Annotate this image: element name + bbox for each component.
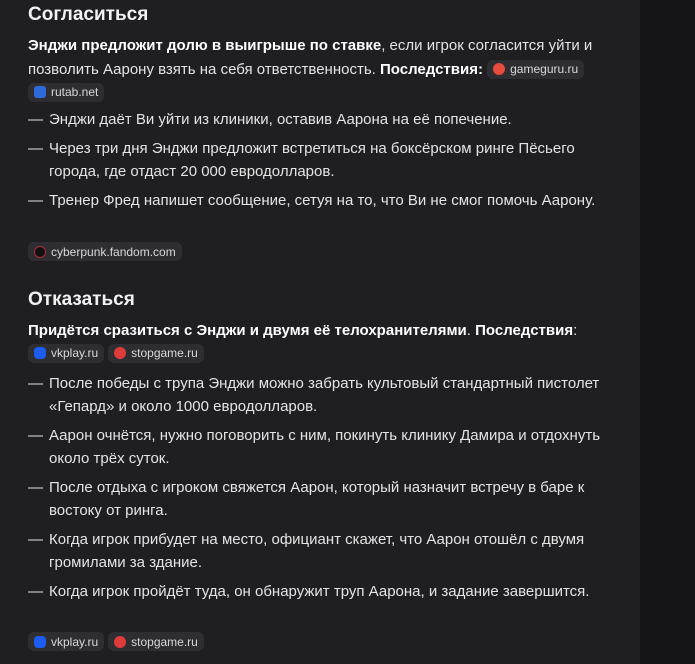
source-chip-stopgame[interactable] (108, 344, 204, 363)
sources-row-agree (28, 243, 186, 262)
vkplay-icon (34, 636, 46, 648)
fandom-icon (34, 246, 46, 258)
source-chip-vkplay[interactable] (28, 632, 104, 651)
source-chip-label: stopgame.ru (131, 634, 198, 649)
section-title-refuse: Отказаться (28, 289, 135, 310)
source-chip-label: cyberpunk.fandom.com (51, 244, 176, 259)
source-chip-vkplay[interactable] (28, 344, 104, 363)
list-item: — Через три дня Энджи предложит встретиться на боксёрском ринге Пёсьего города, где отдаст 20 000 евродолларов. (28, 140, 575, 180)
list-item: — Энджи даёт Ви уйти из клиники, оставив Аарона на её попечение. (28, 111, 512, 128)
list-item: — После отдыха с игроком свяжется Аарон, который назначит встречу в баре к востоку от ринга. (28, 479, 585, 519)
section-title-agree: Согласиться (28, 4, 149, 25)
consequences-list-refuse (28, 372, 628, 603)
gameguru-icon (493, 63, 505, 75)
list-item: — Когда игрок прибудет на место, официант скажет, что Аарон отошёл с двумя громилами за здание. (28, 531, 585, 571)
source-chip-gameguru[interactable] (487, 60, 584, 79)
intro-bold: Энджи предложит долю в выигрыше по ставке (28, 37, 382, 54)
source-chip-label: rutab.net (51, 85, 99, 100)
rutab-icon (34, 86, 46, 98)
source-chip-label: vkplay.ru (51, 634, 99, 649)
source-chip-label: vkplay.ru (51, 346, 99, 361)
stopgame-icon (114, 347, 126, 359)
source-chip-stopgame[interactable] (108, 632, 204, 651)
source-chip-rutab[interactable] (28, 83, 104, 102)
sources-row-refuse (28, 633, 208, 652)
consequences-label: Последствия: (379, 61, 483, 78)
section-intro-refuse: Придётся сразиться с Энджи и двумя её телохранителями. Последствия: vkplay.ru stopgame.ru (28, 319, 618, 367)
consequences-label: Последствия (475, 322, 574, 339)
source-chip-label: stopgame.ru (131, 346, 198, 361)
stopgame-icon (114, 636, 126, 648)
consequences-list-agree (28, 108, 628, 212)
list-item: — Тренер Фред напишет сообщение, сетуя на то, что Ви не смог помочь Аарону. (28, 192, 596, 209)
intro-text: , если игрок согласится уйти и позволить Аарону взять на себя ответственность. (28, 37, 593, 78)
source-chip-fandom[interactable] (28, 242, 182, 261)
scrollbar-track[interactable] (640, 0, 695, 664)
list-item: — Аарон очнётся, нужно поговорить с ним, покинуть клинику Дамира и отдохнуть около трёх суток. (28, 427, 601, 467)
section-intro-agree (28, 34, 618, 106)
list-item: — Когда игрок пройдёт туда, он обнаружит труп Аарона, и задание завершится. (28, 583, 590, 600)
intro-bold: Придётся сразиться с Энджи и двумя её телохранителями (28, 322, 467, 339)
vkplay-icon (34, 347, 46, 359)
source-chip-label: gameguru.ru (510, 62, 579, 77)
list-item: — После победы с трупа Энджи можно забрать культовый стандартный пистолет «Гепард» и около 1000 евродолларов. (28, 375, 600, 415)
